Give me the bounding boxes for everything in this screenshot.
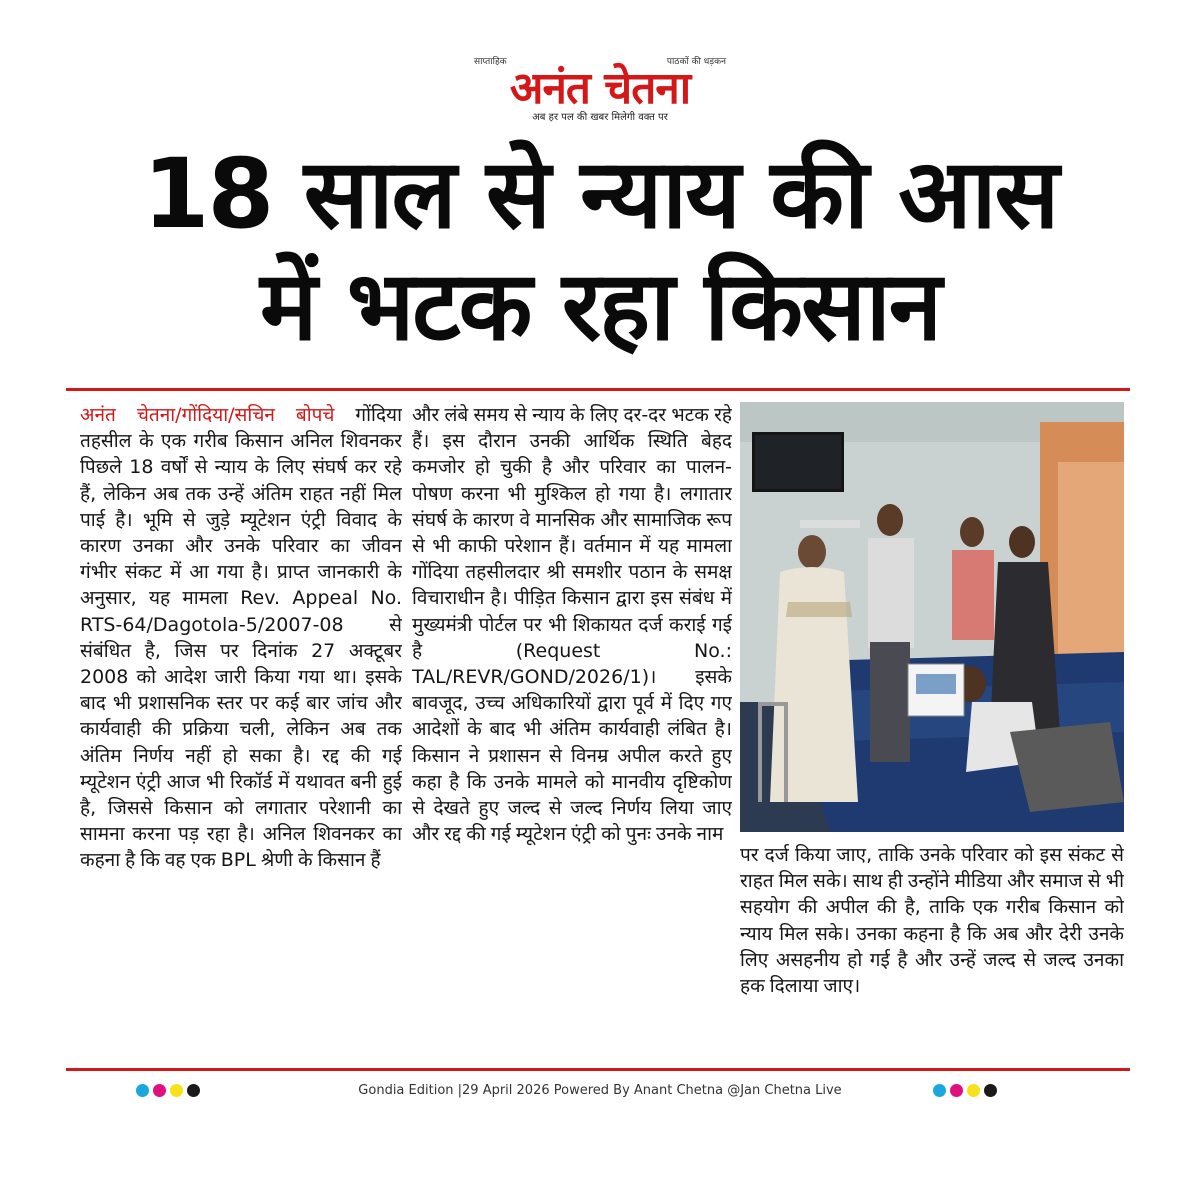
byline: अनंत चेतना/गोंदिया/सचिन बोपचे — [80, 404, 335, 426]
article-text-2: और लंबे समय से न्याय के लिए दर-दर भटक रहे हैं। इस दौरान उनकी आर्थिक स्थिति बेहद कमजोर हो चुकी है और परिवार का पालन-पोषण करना भी मुश्किल हो गया है। लगातार संघर्ष के कारण वे मानसिक और सामाजिक रूप से भी काफी परेशान हैं। वर्तमान में यह मामला गोंदिया तहसीलदार श्री समशीर पठान के समक्ष विचाराधीन है। पीड़ित किसान द्वारा इस संबंध में मुख्यमंत्री पोर्टल पर भी शिकायत दर्ज कराई गई है (Request No.: TAL/REVR/GOND/2026/1)। इसके बावजूद, उच्च अधिकारियों द्वारा पूर्व में दिए गए आदेशों के बाद भी अंतिम कार्यवाही लंबित है। किसान ने प्रशासन से विनम्र अपील करते हुए कहा है कि उनके मामले को मानवीय दृष्टिकोण से देखते हुए जल्द से जल्द निर्णय लिया जाए और रद्द की गई म्यूटेशन एंट्री को पुनः उनके नाम — [412, 404, 732, 846]
masthead-slogan-label: पाठकों की धड़कन — [666, 57, 726, 67]
headline-line-2: में भटक रहा किसान — [259, 250, 940, 362]
article-text-1: गोंदिया तहसील के एक गरीब किसान अनिल शिवनकर पिछले 18 वर्षों से न्याय के लिए संघर्ष कर रहे हैं, लेकिन अब तक उन्हें अंतिम राहत नहीं मिल पाई है। भूमि से जुड़े म्यूटेशन एंट्री विवाद के कारण उनका और उनके परिवार का जीवन गंभीर संकट में आ गया है। प्राप्त जानकारी के अनुसार, यह मामला Rev. Appeal No. RTS-64/Dagotola-5/2007-08 से संबंधित है, जिस पर दिनांक 27 अक्टूबर 2008 को आदेश जारी किया गया था। इसके बाद भी प्रशासनिक स्तर पर कई बार जांच और कार्यवाही की प्रक्रिया चली, लेकिन अब तक अंतिम निर्णय नहीं हो सका है। रद्द की गई म्यूटेशन एंट्री आज भी रिकॉर्ड में यथावत बनी हुई है, जिससे किसान को लगातार परेशानी का सामना करना पड़ रहा है। अनिल शिवनकर का कहना है कि वह एक BPL श्रेणी के किसान हैं — [80, 404, 402, 872]
footer-edition-text: Gondia Edition |29 April 2026 Powered By Anant Chetna @Jan Chetna Live — [358, 1083, 842, 1098]
black-dot — [187, 1084, 200, 1097]
yellow-dot — [967, 1084, 980, 1097]
magenta-dot — [950, 1084, 963, 1097]
bottom-divider — [66, 1068, 1130, 1071]
cyan-dot — [933, 1084, 946, 1097]
headline-line-1: 18 साल से न्याय की आस — [142, 138, 1058, 250]
headline — [40, 138, 1160, 362]
yellow-dot — [170, 1084, 183, 1097]
news-photo — [740, 402, 1124, 832]
article-column-3 — [740, 842, 1124, 1052]
masthead-weekly-label: साप्ताहिक — [474, 57, 507, 67]
masthead-logo — [470, 52, 730, 124]
article-column-1 — [80, 402, 402, 1052]
cmyk-dots-right — [933, 1084, 997, 1098]
masthead-title: अनंत चेतना — [509, 63, 691, 114]
top-divider — [66, 388, 1130, 391]
masthead-tagline: अब हर पल की खबर मिलेगी वक्त पर — [532, 112, 668, 123]
cmyk-dots-left — [136, 1084, 200, 1098]
article-column-2 — [412, 402, 732, 1052]
black-dot — [984, 1084, 997, 1097]
article-text-3: पर दर्ज किया जाए, ताकि उनके परिवार को इस संकट से राहत मिल सके। साथ ही उन्होंने मीडिया और समाज से भी सहयोग की अपील की है, ताकि एक गरीब किसान को न्याय मिल सके। उनका कहना है कि अब और देरी उनके लिए असहनीय हो गई है और उन्हें जल्द से जल्द उनका हक दिलाया जाए। — [740, 844, 1124, 998]
magenta-dot — [153, 1084, 166, 1097]
cyan-dot — [136, 1084, 149, 1097]
